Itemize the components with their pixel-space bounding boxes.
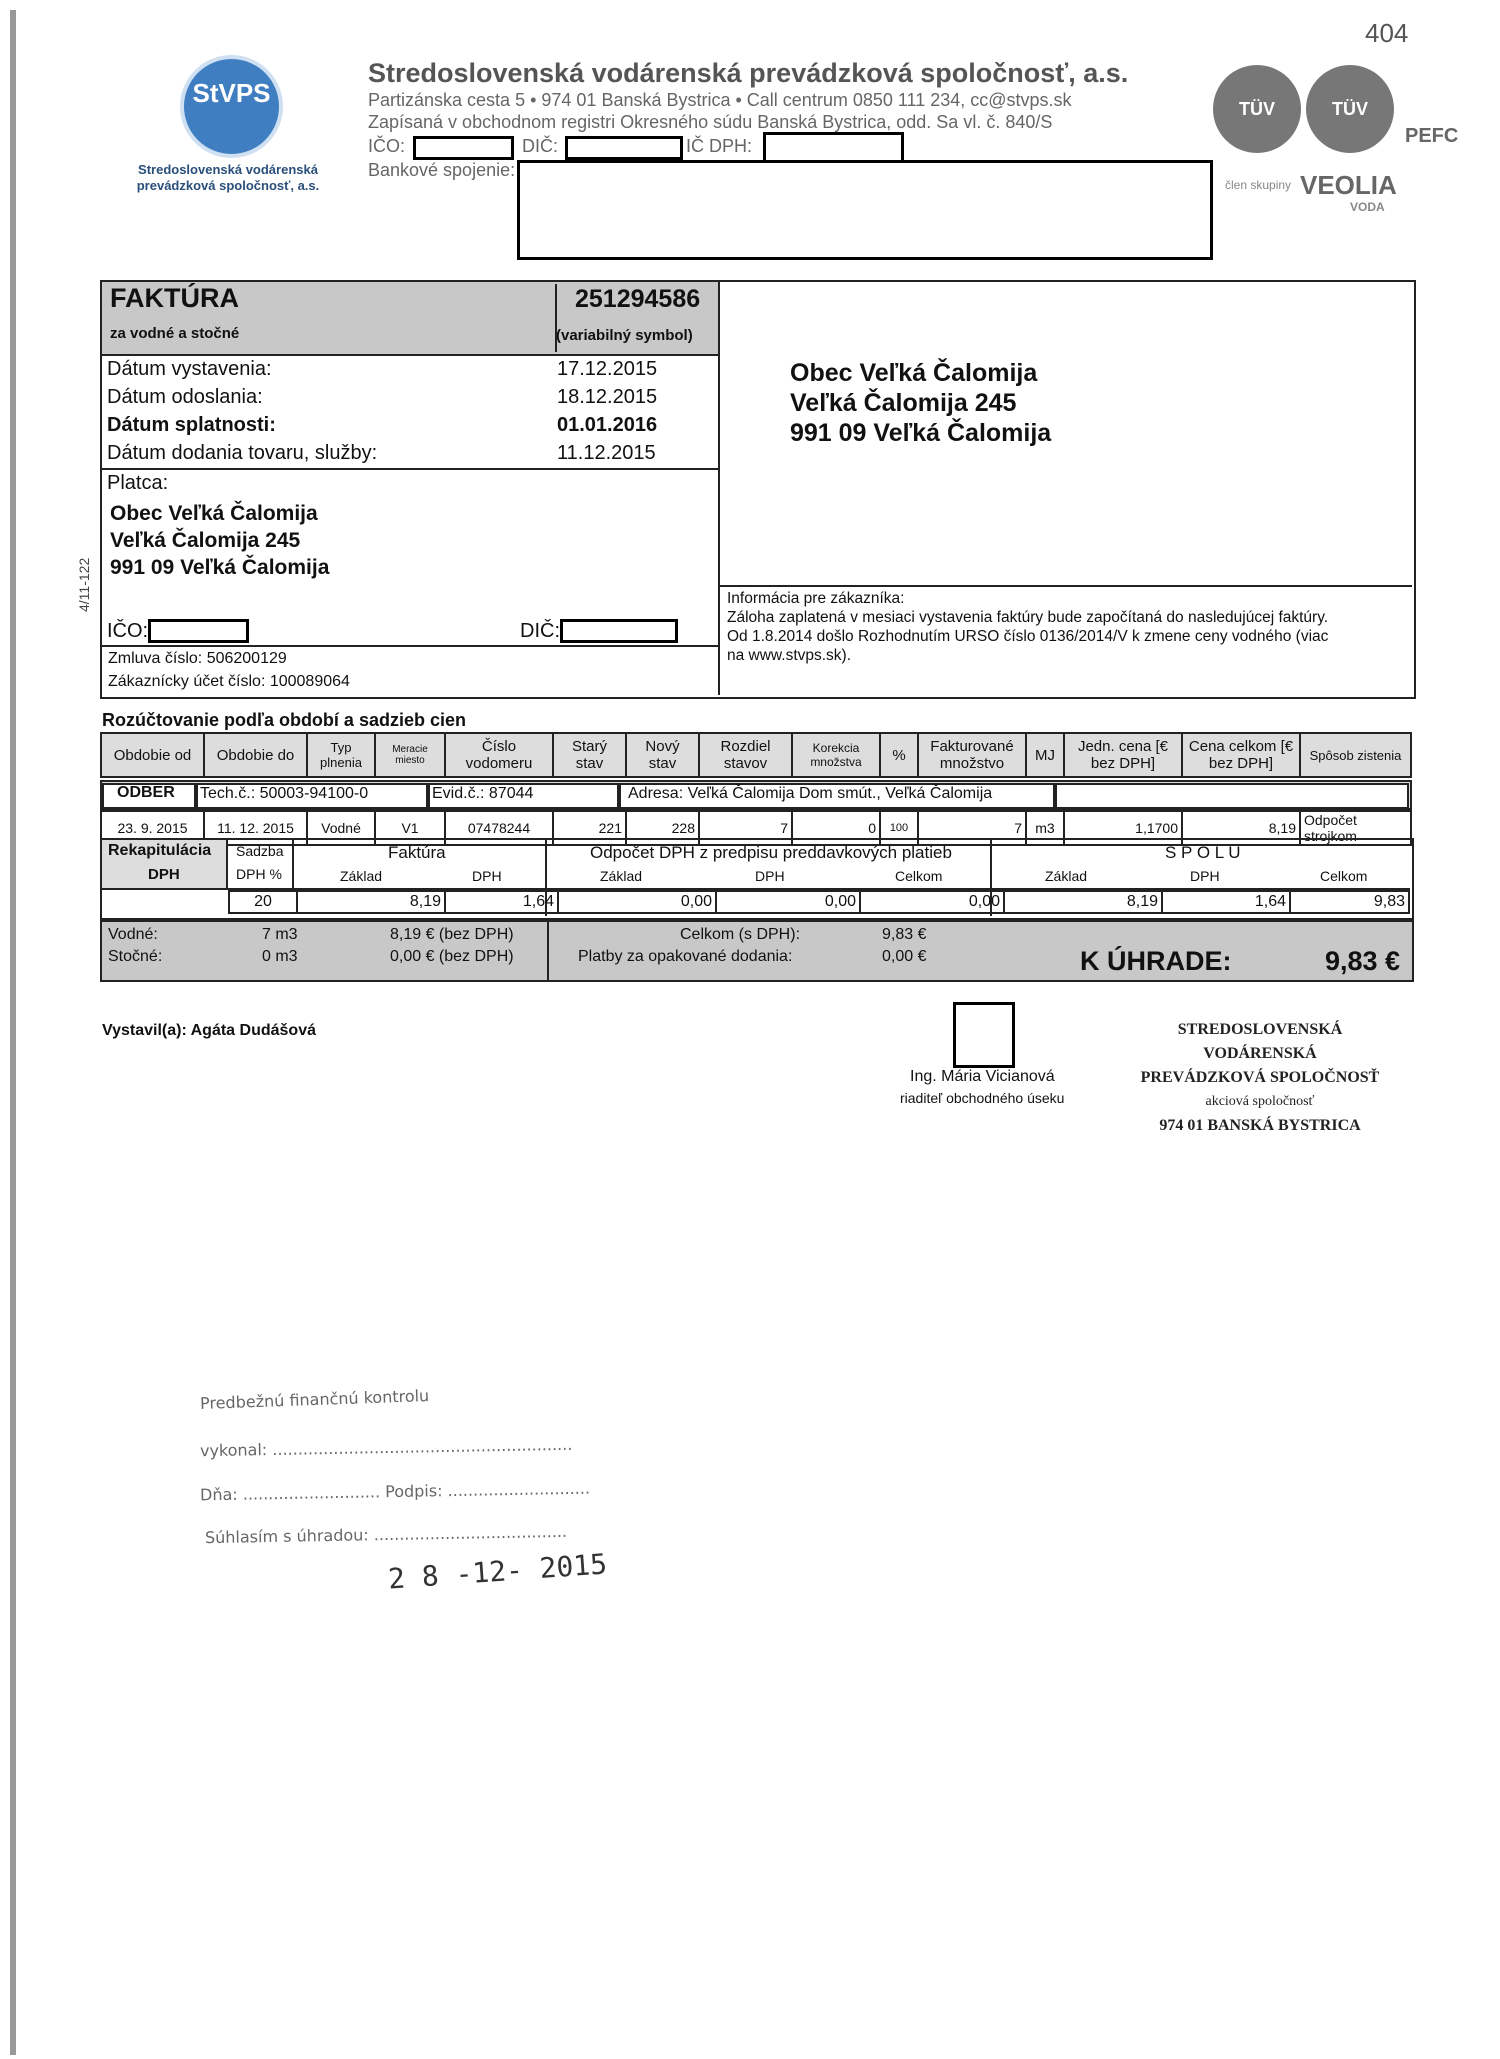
cell-type: Vodné <box>307 811 375 845</box>
date-issued-label: Dátum vystavenia: <box>107 358 272 380</box>
logo-caption-line1: Stredoslovenská vodárenská <box>138 162 318 177</box>
company-address: Partizánska cesta 5 • 974 01 Banská Bystrica • Call centrum 0850 111 234, cc@stvps.sk <box>368 90 1072 110</box>
date-issued-value: 17.12.2015 <box>557 358 658 380</box>
customer-info-line-2: Od 1.8.2014 došlo Rozhodnutím URSO číslo 0136/2014/V k zmene ceny vodného (viac <box>727 628 1329 645</box>
celkom-value: 9,83 € <box>882 926 927 943</box>
company-icdph-label: IČ DPH: <box>686 136 753 156</box>
recap-label-2: DPH <box>148 866 180 883</box>
col-unit-price: Jedn. cena [€ bez DPH] <box>1064 733 1182 777</box>
stocne-label: Stočné: <box>108 948 163 965</box>
col-correction: Korekcia množstva <box>792 733 880 777</box>
payer-address <box>110 500 329 581</box>
tuv-cert-badge-1: TÜV <box>1213 65 1301 153</box>
recipient-line-2: Veľká Čalomija 245 <box>790 389 1017 417</box>
date-due-value: 01.01.2016 <box>557 414 658 436</box>
redacted-dic <box>565 136 683 160</box>
cell-difference: 7 <box>699 811 792 845</box>
invoice-number: 251294586 <box>575 285 701 313</box>
recap-spolu-dph: DPH <box>1190 868 1220 884</box>
stocne-qty: 0 m3 <box>262 948 298 965</box>
vodne-qty: 7 m3 <box>262 926 298 943</box>
col-period-to: Obdobie do <box>204 733 307 777</box>
odber-tech: Tech.č.: 50003-94100-0 <box>200 785 369 802</box>
col-unit: MJ <box>1026 733 1064 777</box>
cell-total-price: 8,19 <box>1182 811 1300 845</box>
control-title: Predbežnú finančnú kontrolu <box>199 1386 430 1413</box>
payer-dic-label: DIČ: <box>520 620 560 642</box>
logo-text: StVPS <box>192 78 271 108</box>
recap-spolu-celkom: Celkom <box>1320 868 1368 884</box>
invoice-title: FAKTÚRA <box>110 283 239 313</box>
cell-period-from: 23. 9. 2015 <box>101 811 204 845</box>
company-ico-label: IČO: <box>368 136 406 156</box>
payer-line-1: Obec Veľká Čalomija <box>110 502 318 525</box>
col-meter-number: Číslo vodomeru <box>445 733 553 777</box>
customer-info-line-3: na www.stvps.sk). <box>727 647 852 664</box>
billing-title: Rozúčtovanie podľa období a sadzieb cien <box>102 710 466 730</box>
odber-address: Adresa: Veľká Čalomija Dom smút., Veľká Čalomija <box>628 785 993 802</box>
recap-odpocet-dph-value: 0,00 <box>716 891 860 913</box>
recap-values-row <box>229 891 1409 913</box>
date-due-label: Dátum splatnosti: <box>107 414 276 436</box>
celkom-label: Celkom (s DPH): <box>680 926 801 943</box>
divider-contract <box>102 645 718 647</box>
redacted-bank <box>517 160 1213 260</box>
recap-faktura-dph-value: 1,64 <box>445 891 558 913</box>
veolia-logo: VEOLIA <box>1300 170 1397 200</box>
customer-info <box>727 589 1407 665</box>
divider-info <box>720 585 1412 587</box>
cell-new-state: 228 <box>626 811 699 845</box>
recap-spolu-dph-value: 1,64 <box>1162 891 1290 913</box>
col-old-state: Starý stav <box>553 733 626 777</box>
billing-header-row <box>101 733 1411 777</box>
stamp-line-3: akciová spoločnosť <box>1205 1094 1315 1109</box>
recap-rate-label: Sadzba <box>236 843 284 859</box>
recap-rate-value: 20 <box>229 891 297 913</box>
member-label: člen skupiny <box>1225 178 1292 192</box>
col-method: Spôsob zistenia <box>1300 733 1411 777</box>
cell-period-to: 11. 12. 2015 <box>204 811 307 845</box>
redacted-ico <box>413 136 514 160</box>
col-difference: Rozdiel stavov <box>699 733 792 777</box>
cell-old-state: 221 <box>553 811 626 845</box>
col-billed-qty: Fakturované množstvo <box>918 733 1026 777</box>
payer-line-3: 991 09 Veľká Čalomija <box>110 556 330 579</box>
stamp-line-4: 974 01 BANSKÁ BYSTRICA <box>1159 1117 1361 1134</box>
recap-odpocet-celkom-value: 0,00 <box>860 891 1004 913</box>
recipient-line-1: Obec Veľká Čalomija <box>790 359 1038 387</box>
cell-percent: 100 <box>880 811 918 845</box>
date-delivery-label: Dátum dodania tovaru, služby: <box>107 442 378 464</box>
vodne-amount: 8,19 € (bez DPH) <box>390 926 514 943</box>
logo-caption <box>133 162 323 194</box>
due-value: 9,83 € <box>1325 946 1401 976</box>
cell-meter-number: 07478244 <box>445 811 553 845</box>
logo-caption-line2: prevádzková spoločnosť, a.s. <box>136 178 320 193</box>
payer-label: Platca: <box>107 472 169 494</box>
contract-number: Zmluva číslo: 506200129 <box>108 650 287 667</box>
recap-spolu-zaklad: Základ <box>1045 868 1088 884</box>
recipient-line-3: 991 09 Veľká Čalomija <box>790 419 1052 447</box>
company-dic-label: DIČ: <box>522 136 558 156</box>
control-suhlasim: Súhlasím s úhradou: ...................................... <box>204 1521 568 1548</box>
billing-header-table <box>100 732 1412 778</box>
veolia-sub: VODA <box>1350 200 1385 214</box>
recap-values-table <box>228 890 1410 914</box>
vodne-label: Vodné: <box>108 926 158 943</box>
signer-name: Ing. Mária Vicianová <box>910 1068 1055 1085</box>
payer-line-2: Veľká Čalomija 245 <box>110 529 301 552</box>
odber-evid: Evid.č.: 87044 <box>432 785 534 802</box>
signer-role: riaditeľ obchodného úseku <box>900 1090 1065 1106</box>
invoice-subtitle: za vodné a stočné <box>110 325 240 342</box>
cell-unit-price: 1,1700 <box>1064 811 1182 845</box>
col-type: Typ plnenia <box>307 733 375 777</box>
recap-spolu-celkom-value: 9,83 <box>1290 891 1409 913</box>
control-vykonal: vykonal: ........................................................... <box>199 1434 573 1461</box>
side-code: 4/11-122 <box>76 557 92 612</box>
stocne-amount: 0,00 € (bez DPH) <box>390 948 514 965</box>
redacted-payer-dic <box>560 619 678 643</box>
cell-unit: m3 <box>1026 811 1064 845</box>
account-number: Zákaznícky účet číslo: 100089064 <box>108 673 350 690</box>
recap-faktura-dph: DPH <box>472 868 502 884</box>
col-percent: % <box>880 733 918 777</box>
company-stamp <box>1130 1018 1390 1138</box>
recap-faktura-zaklad: Základ <box>340 868 383 884</box>
stamp-line-1: STREDOSLOVENSKÁ VODÁRENSKÁ <box>1177 1021 1343 1062</box>
due-label: K ÚHRADE: <box>1080 946 1232 976</box>
cell-billed-qty: 7 <box>918 811 1026 845</box>
control-dna: Dňa: ........................... Podpis: ............................ <box>199 1478 591 1505</box>
company-registry: Zapísaná v obchodnom registri Okresného súdu Banská Bystrica, odd. Sa vl. č. 840/S <box>368 112 1053 132</box>
recap-faktura-zaklad-value: 8,19 <box>297 891 445 913</box>
company-bank-label: Bankové spojenie: <box>368 160 516 180</box>
redacted-signature <box>953 1002 1015 1068</box>
platby-label: Platby za opakované dodania: <box>578 948 793 965</box>
divider-vertical <box>718 280 720 695</box>
recipient-address <box>790 358 1051 448</box>
recap-odpocet-celkom: Celkom <box>895 868 943 884</box>
odber-empty-cell <box>1055 783 1409 809</box>
recap-rate-label-2: DPH % <box>236 866 282 882</box>
recap-odpocet-zaklad: Základ <box>600 868 643 884</box>
issued-by: Vystavil(a): Agáta Dudášová <box>102 1022 316 1039</box>
stamp-line-2: PREVÁDZKOVÁ SPOLOČNOSŤ <box>1140 1069 1380 1086</box>
company-name: Stredoslovenská vodárenská prevádzková spoločnosť, a.s. <box>368 58 1129 88</box>
recap-odpocet-dph: DPH <box>755 868 785 884</box>
platby-value: 0,00 € <box>882 948 927 965</box>
customer-info-line-1: Záloha zaplatená v mesiaci vystavenia faktúry bude započítaná do nasledujúcej faktúry. <box>727 609 1329 626</box>
divider-dates <box>102 468 718 470</box>
control-date-stamp: 2 8 -12- 2015 <box>387 1547 609 1596</box>
payer-ico-label: IČO: <box>107 620 149 642</box>
date-delivery-value: 11.12.2015 <box>557 442 656 464</box>
date-sent-label: Dátum odoslania: <box>107 386 263 408</box>
col-meter-place: Meracie miesto <box>375 733 445 777</box>
tuv-cert-badge-2: TÜV <box>1306 65 1394 153</box>
pefc-logo: PEFC <box>1405 125 1459 147</box>
page-number: 404 <box>1365 18 1409 48</box>
recap-odpocet: Odpočet DPH z predpisu preddavkových platieb <box>590 843 952 862</box>
date-sent-value: 18.12.2015 <box>557 386 658 408</box>
col-total-price: Cena celkom [€ bez DPH] <box>1182 733 1300 777</box>
recap-label: Rekapitulácia <box>108 842 212 859</box>
odber-label: ODBER <box>117 784 175 801</box>
cell-method: Odpočet strojkom <box>1300 811 1411 845</box>
col-period-from: Obdobie od <box>101 733 204 777</box>
col-new-state: Nový stav <box>626 733 699 777</box>
cell-correction: 0 <box>792 811 880 845</box>
cell-meter-place: V1 <box>375 811 445 845</box>
customer-info-title: Informácia pre zákazníka: <box>727 590 905 607</box>
recap-faktura: Faktúra <box>388 843 446 862</box>
recap-spolu-zaklad-value: 8,19 <box>1004 891 1162 913</box>
invoice-number-label: (variabilný symbol) <box>556 327 693 344</box>
recap-spolu: S P O L U <box>1165 843 1241 862</box>
redacted-payer-ico <box>148 619 249 643</box>
recap-odpocet-zaklad-value: 0,00 <box>558 891 716 913</box>
